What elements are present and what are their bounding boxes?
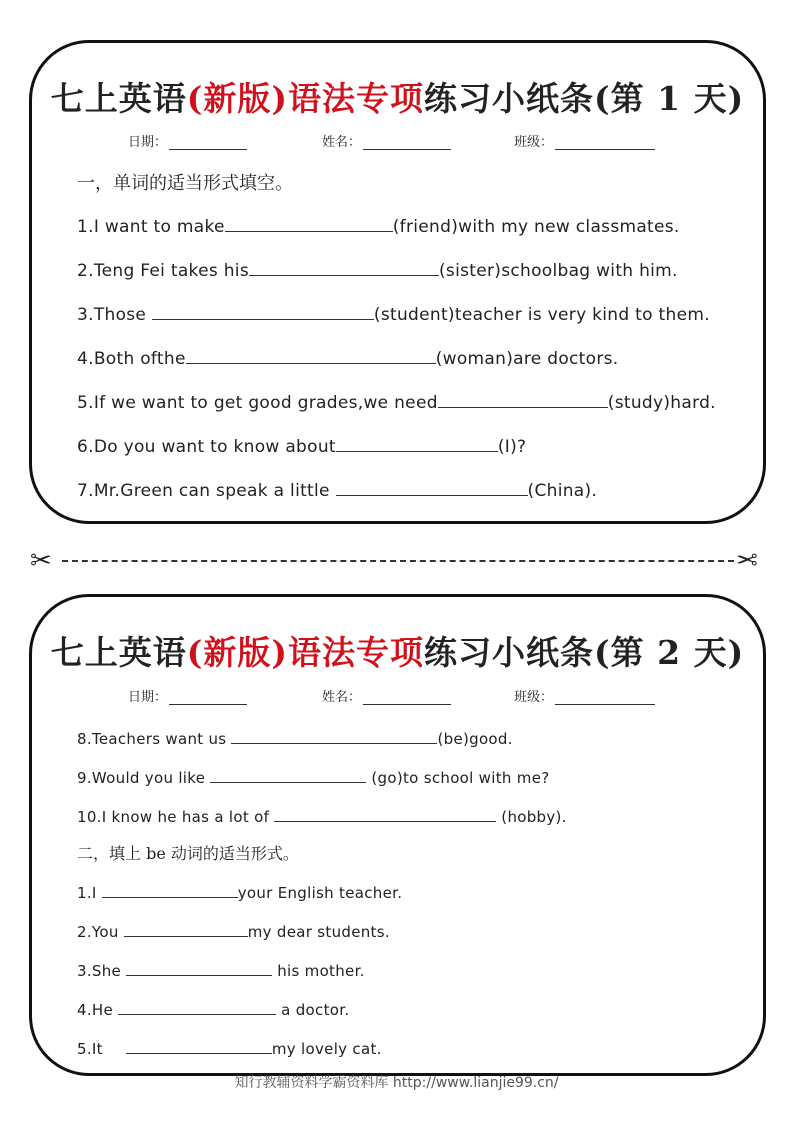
date-field[interactable]: 日期：	[128, 686, 247, 705]
answer-blank[interactable]	[249, 257, 439, 276]
section-heading-1: 一，单词的适当形式填空。	[77, 173, 293, 194]
title-highlight: (新版)语法专项	[186, 79, 425, 118]
title-prefix: 七上英语	[50, 633, 187, 672]
answer-blank[interactable]	[274, 803, 496, 822]
answer-blank[interactable]	[124, 918, 248, 937]
question-row: 3.Those (student)teacher is very kind to them.	[77, 301, 710, 325]
scissors-icon-right: ✂	[736, 546, 758, 576]
question-row: 1.I want to make (friend)with my new classmates.	[77, 213, 680, 237]
answer-blank[interactable]	[336, 477, 528, 496]
question-row: 8.Teachers want us (be)good.	[77, 725, 513, 748]
answer-blank[interactable]	[438, 389, 608, 408]
scissors-icon-left: ✂	[30, 546, 52, 576]
question-row: 3.She his mother.	[77, 957, 365, 980]
question-row: 6.Do you want to know about (I)?	[77, 433, 526, 457]
answer-blank[interactable]	[102, 879, 238, 898]
card2-title	[32, 627, 763, 674]
worksheet-card-day2	[29, 594, 766, 1076]
cut-line-divider	[62, 560, 734, 562]
card1-title	[32, 73, 763, 120]
answer-blank[interactable]	[118, 996, 276, 1015]
answer-blank[interactable]	[231, 725, 437, 744]
date-field[interactable]: 日期：	[128, 131, 247, 150]
question-row: 1.I your English teacher.	[77, 879, 402, 902]
answer-blank[interactable]	[152, 301, 374, 320]
answer-blank[interactable]	[186, 345, 436, 364]
worksheet-card-day1	[29, 40, 766, 524]
name-field[interactable]: 姓名：	[322, 686, 451, 705]
question-row: 9.Would you like (go)to school with me?	[77, 764, 549, 787]
title-prefix: 七上英语	[50, 79, 187, 118]
section-heading-2: 二，填上 be 动词的适当形式。	[77, 844, 299, 863]
answer-blank[interactable]	[336, 433, 498, 452]
answer-blank[interactable]	[225, 213, 393, 232]
class-field[interactable]: 班级：	[514, 131, 655, 150]
name-field[interactable]: 姓名：	[322, 131, 451, 150]
title-highlight: (新版)语法专项	[186, 633, 425, 672]
question-row: 4.He a doctor.	[77, 996, 349, 1019]
question-row: 5.If we want to get good grades,we need (study)hard.	[77, 389, 716, 413]
question-row: 7.Mr.Green can speak a little (China).	[77, 477, 597, 501]
class-field[interactable]: 班级：	[514, 686, 655, 705]
question-row: 5.It my lovely cat.	[77, 1035, 382, 1058]
answer-blank[interactable]	[210, 764, 366, 783]
title-suffix: 练习小纸条(第 1 天)	[424, 79, 745, 118]
question-row: 4.Both ofthe (woman)are doctors.	[77, 345, 619, 369]
footer-watermark: 知行教辅资料学霸资料库 http://www.lianjie99.cn/	[234, 1075, 559, 1091]
question-row: 2.Teng Fei takes his (sister)schoolbag with him.	[77, 257, 678, 281]
answer-blank[interactable]	[126, 1035, 272, 1054]
answer-blank[interactable]	[126, 957, 272, 976]
question-row: 10.I know he has a lot of (hobby).	[77, 803, 567, 826]
question-row: 2.You my dear students.	[77, 918, 390, 941]
title-suffix: 练习小纸条(第 2 天)	[424, 633, 745, 672]
